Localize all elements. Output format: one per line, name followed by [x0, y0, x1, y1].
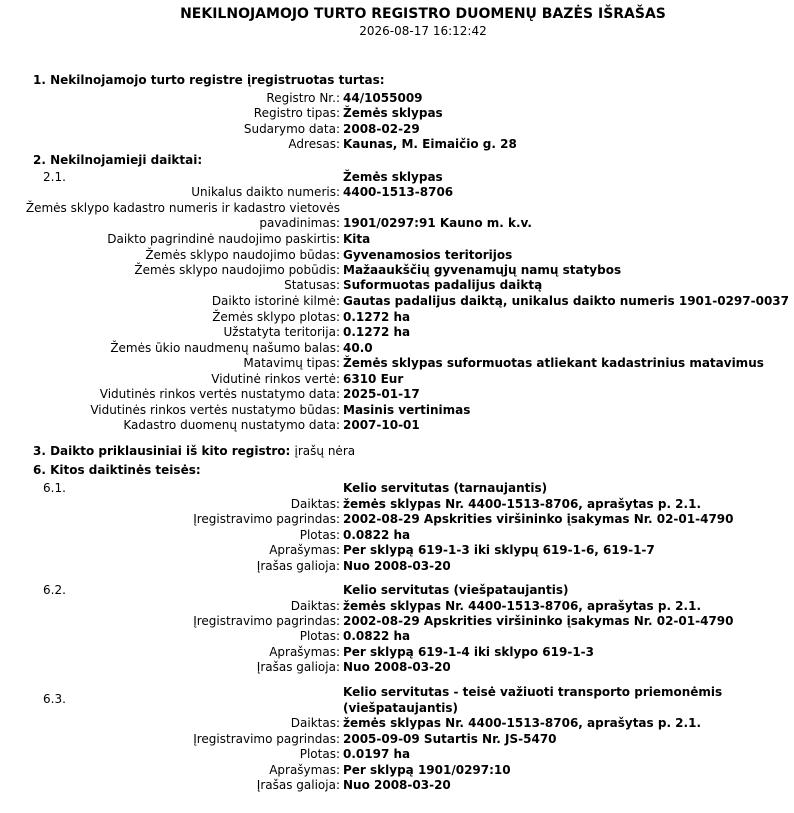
aprasymas-label: Aprašymas: — [269, 645, 340, 659]
item-6-1-number: 6.1. — [43, 481, 66, 495]
pagrindas-label: Įregistravimo pagrindas: — [193, 512, 340, 526]
daiktas-label: Daiktas: — [290, 497, 340, 511]
item-6-3-title-line1: Kelio servitutas - teisė važiuoti transporto priemonėmis — [343, 685, 723, 699]
paskirtis-value: Kita — [343, 232, 371, 246]
galioja-label: Įrašas galioja: — [256, 660, 340, 674]
statusas-value: Suformuotas padalijus daiktą — [343, 278, 543, 292]
section-3-heading — [33, 443, 355, 459]
nasumo-balas-label: Žemės ūkio naudmenų našumo balas: — [110, 341, 340, 355]
section-2-heading: 2. Nekilnojamieji daiktai: — [33, 153, 203, 167]
item-6-2-daiktas: žemės sklypas Nr. 4400-1513-8706, aprašytas p. 2.1. — [343, 599, 701, 613]
naudojimo-pobudis-value: Mažaaukščių gyvenamųjų namų statybos — [343, 263, 622, 277]
statusas-label: Statusas: — [284, 278, 340, 292]
item-6-1-daiktas: žemės sklypas Nr. 4400-1513-8706, aprašytas p. 2.1. — [343, 497, 701, 511]
daiktas-label: Daiktas: — [290, 599, 340, 613]
document-date: 2026-08-17 16:12:42 — [359, 24, 487, 38]
item-6-3-pagrindas: 2005-09-09 Sutartis Nr. JS-5470 — [343, 732, 557, 746]
registro-nr-label: Registro Nr.: — [266, 91, 340, 105]
item-6-1-galioja: Nuo 2008-03-20 — [343, 559, 451, 573]
verte-data-value: 2025-01-17 — [343, 387, 420, 401]
matavimu-tipas-value: Žemės sklypas suformuotas atliekant kadastrinius matavimus — [343, 356, 764, 370]
plotas-label: Plotas: — [299, 528, 340, 542]
item-6-1-pagrindas: 2002-08-29 Apskrities viršininko įsakymas Nr. 02-01-4790 — [343, 512, 734, 526]
section-1-heading: 1. Nekilnojamojo turto registre įregistruotas turtas: — [33, 73, 385, 87]
aprasymas-label: Aprašymas: — [269, 763, 340, 777]
item-6-2-title: Kelio servitutas (viešpataujantis) — [343, 583, 569, 597]
registro-tipas-value: Žemės sklypas — [343, 106, 443, 120]
verte-data-label: Vidutinės rinkos vertės nustatymo data: — [99, 387, 340, 401]
kadastro-label-line2: pavadinimas: — [259, 216, 340, 230]
item-6-2-pagrindas: 2002-08-29 Apskrities viršininko įsakymas Nr. 02-01-4790 — [343, 614, 734, 628]
galioja-label: Įrašas galioja: — [256, 778, 340, 792]
document-title: NEKILNOJAMOJO TURTO REGISTRO DUOMENŲ BAZĖS IŠRAŠAS — [180, 6, 666, 22]
item-2-1-title: Žemės sklypas — [343, 170, 443, 184]
item-6-3-daiktas: žemės sklypas Nr. 4400-1513-8706, aprašytas p. 2.1. — [343, 716, 701, 730]
uzstatyta-label: Užstatyta teritorija: — [223, 325, 340, 339]
plotas-label: Plotas: — [299, 747, 340, 761]
item-6-3-galioja: Nuo 2008-03-20 — [343, 778, 451, 792]
item-6-1-aprasymas: Per sklypą 619-1-3 iki sklypų 619-1-6, 619-1-7 — [343, 543, 655, 557]
naudojimo-pobudis-label: Žemės sklypo naudojimo pobūdis: — [134, 263, 340, 277]
item-2-1-number: 2.1. — [43, 170, 66, 184]
plotas-value: 0.1272 ha — [343, 310, 411, 324]
unikalus-label: Unikalus daikto numeris: — [191, 185, 340, 199]
verte-budas-value: Masinis vertinimas — [343, 403, 471, 417]
item-6-2-aprasymas: Per sklypą 619-1-4 iki sklypo 619-1-3 — [343, 645, 595, 659]
rinkos-verte-value: 6310 Eur — [343, 372, 404, 386]
adresas-value: Kaunas, M. Eimaičio g. 28 — [343, 137, 517, 151]
item-6-3-aprasymas: Per sklypą 1901/0297:10 — [343, 763, 511, 777]
aprasymas-label: Aprašymas: — [269, 543, 340, 557]
registro-tipas-label: Registro tipas: — [253, 106, 340, 120]
section-3-value: įrašų nėra — [294, 444, 356, 458]
section-3-heading-text: 3. Daikto priklausiniai iš kito registro: — [33, 444, 291, 458]
plotas-label: Žemės sklypo plotas: — [212, 310, 340, 324]
registro-nr-value: 44/1055009 — [343, 91, 423, 105]
item-6-1-plotas: 0.0822 ha — [343, 528, 411, 542]
adresas-label: Adresas: — [288, 137, 340, 151]
kilme-label: Daikto istorinė kilmė: — [211, 294, 340, 308]
item-6-3-title-line2: (viešpataujantis) — [343, 701, 458, 715]
galioja-label: Įrašas galioja: — [256, 559, 340, 573]
item-6-1-title: Kelio servitutas (tarnaujantis) — [343, 481, 548, 495]
pagrindas-label: Įregistravimo pagrindas: — [193, 732, 340, 746]
verte-budas-label: Vidutinės rinkos vertės nustatymo būdas: — [90, 403, 340, 417]
kadastro-data-value: 2007-10-01 — [343, 418, 420, 432]
naudojimo-budas-value: Gyvenamosios teritorijos — [343, 248, 513, 262]
paskirtis-label: Daikto pagrindinė naudojimo paskirtis: — [107, 232, 340, 246]
item-6-2-galioja: Nuo 2008-03-20 — [343, 660, 451, 674]
naudojimo-budas-label: Žemės sklypo naudojimo būdas: — [145, 248, 340, 262]
pagrindas-label: Įregistravimo pagrindas: — [193, 614, 340, 628]
unikalus-value: 4400-1513-8706 — [343, 185, 454, 199]
item-6-2-number: 6.2. — [43, 583, 66, 597]
nasumo-balas-value: 40.0 — [343, 341, 373, 355]
plotas-label: Plotas: — [299, 629, 340, 643]
sudarymo-data-value: 2008-02-29 — [343, 122, 420, 136]
item-6-2-plotas: 0.0822 ha — [343, 629, 411, 643]
item-6-3-number: 6.3. — [43, 692, 66, 706]
daiktas-label: Daiktas: — [290, 716, 340, 730]
kadastro-value: 1901/0297:91 Kauno m. k.v. — [343, 216, 532, 230]
rinkos-verte-label: Vidutinė rinkos vertė: — [211, 372, 340, 386]
kadastro-data-label: Kadastro duomenų nustatymo data: — [123, 418, 340, 432]
section-6-heading: 6. Kitos daiktinės teisės: — [33, 463, 201, 477]
kadastro-label-line1: Žemės sklypo kadastro numeris ir kadastro vietovės — [25, 201, 340, 215]
kilme-value: Gautas padalijus daiktą, unikalus daikto numeris 1901-0297-0037 — [343, 294, 790, 308]
matavimu-tipas-label: Matavimų tipas: — [243, 356, 340, 370]
sudarymo-data-label: Sudarymo data: — [243, 122, 340, 136]
item-6-3-plotas: 0.0197 ha — [343, 747, 411, 761]
uzstatyta-value: 0.1272 ha — [343, 325, 411, 339]
